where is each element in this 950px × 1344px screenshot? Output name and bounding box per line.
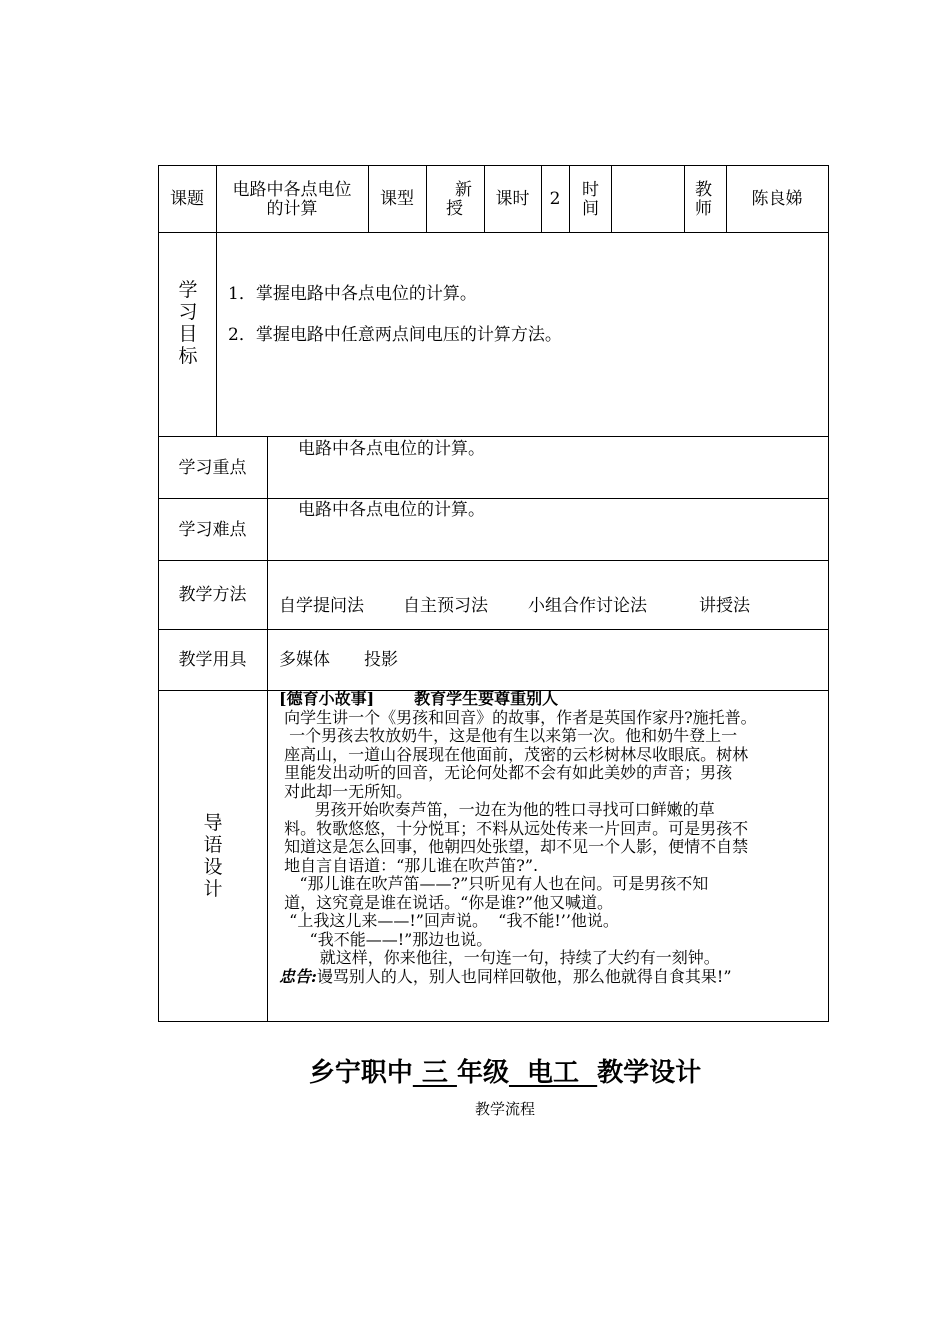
story-line: 料。牧歌悠悠，十分悦耳；不料从远处传来一片回声。可是男孩不	[279, 818, 749, 838]
label-char: 习	[178, 301, 198, 323]
objectives-label	[176, 279, 200, 367]
time-label-1: 时	[582, 180, 599, 200]
tools-label: 教学用具	[178, 650, 247, 670]
story-line: 座高山，一道山谷展现在他面前，茂密的云杉树林尽收眼底。树林	[279, 744, 749, 764]
story-advice	[279, 968, 825, 987]
subject-value: 电工	[508, 1058, 598, 1088]
type-value-1: 新	[455, 180, 472, 200]
flow-subtitle: 教学流程	[474, 1100, 535, 1118]
methods-label: 教学方法	[178, 585, 247, 605]
advice-label: 忠告:	[279, 966, 317, 986]
objective-item: 2．掌握电路中任意两点间电压的计算方法。	[228, 325, 562, 345]
tool-item: 投影	[364, 650, 398, 670]
label-char: 目	[178, 323, 198, 345]
story-line: 一个男孩去牧放奶牛，这是他有生以来第一次。他和奶牛登上一	[279, 726, 738, 745]
row-divider	[158, 232, 829, 233]
intro-label	[201, 812, 225, 900]
teacher-label-1: 教	[695, 180, 712, 200]
teacher-value: 陈良娣	[751, 189, 803, 209]
story-line: “那儿谁在吹芦笛——?”只听见有人也在问。可是男孩不知	[279, 874, 709, 893]
story-line: 男孩开始吹奏芦笛，一边在为他的牲口寻找可口鲜嫩的草	[279, 800, 715, 819]
topic-label: 课题	[170, 189, 204, 209]
story-line: 对此却一无所知。	[279, 781, 413, 801]
label-char: 计	[203, 878, 223, 900]
key-point-label: 学习重点	[178, 458, 247, 478]
story-line: 里能发出动听的回音，无论何处都不会有如此美妙的声音；男孩	[279, 763, 733, 782]
story-line: “上我这儿来——!”回声说。 “我不能!’’他说。	[279, 911, 619, 930]
story-line: “我不能——!”那边也说。	[279, 929, 493, 949]
topic-value-line2: 的计算	[266, 199, 318, 219]
grade-suffix: 年级	[456, 1058, 509, 1088]
design-label: 教学设计	[597, 1058, 702, 1088]
difficulty-value: 电路中各点电位的计算。	[298, 500, 485, 520]
advice-text: 谩骂别人的人，别人也同样回敬他，那么他就得自食其果!”	[316, 966, 732, 986]
col-divider	[684, 165, 685, 233]
design-title	[0, 1052, 950, 1089]
col-divider	[267, 436, 268, 1022]
method-item: 自主预习法	[403, 596, 488, 616]
grade-value: 三	[412, 1058, 457, 1088]
school-name: 乡宁职中	[308, 1058, 413, 1088]
story-line: 知道这是怎么回事，他朝四处张望，却不见一个人影，便情不自禁	[279, 837, 749, 856]
col-divider	[569, 165, 570, 233]
story-heading-left: [德育小故事]	[279, 689, 375, 708]
label-char: 语	[203, 834, 223, 856]
tool-item: 多媒体	[279, 650, 330, 670]
story-line: 就这样，你来他往，一句连一句，持续了大约有一刻钟。	[279, 948, 720, 967]
row-divider	[158, 560, 829, 561]
label-char: 设	[203, 856, 223, 878]
hours-label: 课时	[495, 189, 530, 209]
teacher-label-2: 师	[695, 199, 712, 219]
time-label-2: 间	[582, 199, 599, 219]
col-divider	[611, 165, 612, 233]
label-char: 标	[178, 345, 198, 367]
story-line: 地自言自语道：“那儿谁在吹芦笛?”.	[279, 855, 539, 875]
story-line: 向学生讲一个《男孩和回音》的故事，作者是英国作家丹?施托普。	[279, 707, 757, 727]
type-label: 课型	[380, 189, 414, 209]
col-divider	[426, 165, 427, 233]
method-item: 讲授法	[699, 596, 750, 616]
method-item: 自学提问法	[279, 596, 364, 616]
hours-value: 2	[549, 189, 561, 209]
story-heading	[279, 690, 825, 709]
topic-value-line1: 电路中各点电位	[232, 180, 352, 200]
method-item: 小组合作讨论法	[528, 596, 647, 616]
row-divider	[158, 498, 829, 499]
table-border-right	[828, 165, 829, 1022]
intro-story	[279, 690, 825, 986]
table-border-top	[158, 165, 829, 166]
objective-item: 1．掌握电路中各点电位的计算。	[228, 284, 477, 304]
type-value-2: 授	[446, 199, 463, 219]
label-char: 学	[178, 279, 198, 301]
key-point-value: 电路中各点电位的计算。	[298, 439, 485, 459]
story-heading-right: 教育学生要尊重别人	[414, 689, 559, 708]
table-border-bottom	[158, 1021, 829, 1022]
label-char: 导	[203, 812, 223, 834]
story-line: 道，这究竟是谁在说话。“你是谁?”他又喊道。	[279, 892, 614, 912]
row-divider	[158, 436, 829, 437]
difficulty-label: 学习难点	[178, 520, 247, 540]
row-divider	[158, 629, 829, 630]
